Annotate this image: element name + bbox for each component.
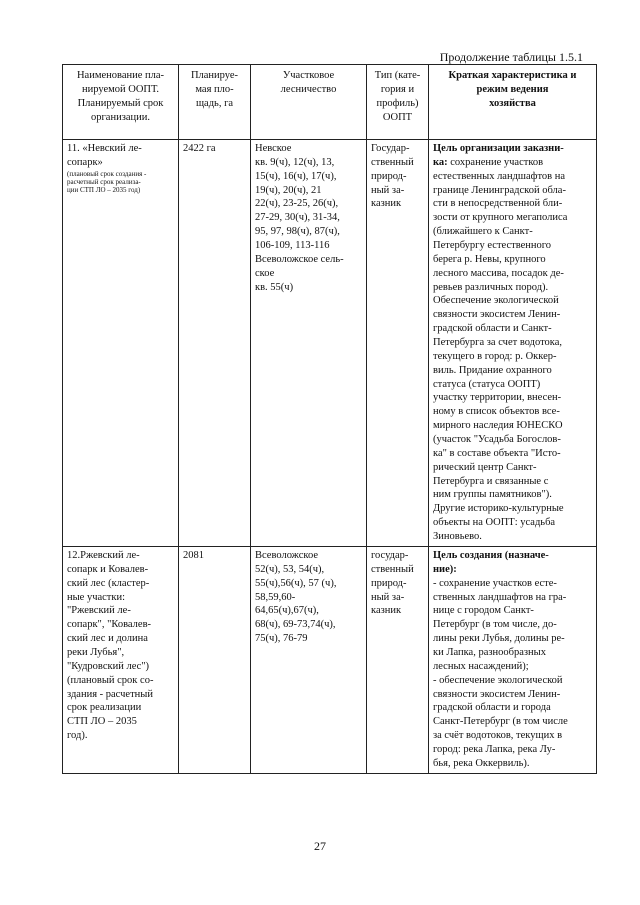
- header-name: Наименование пла- нируемой ООПТ. Планируемый срок организации.: [63, 65, 179, 140]
- row-11-forestry: Невское кв. 9(ч), 12(ч), 13, 15(ч), 16(ч), 17(ч), 19(ч), 20(ч), 21 22(ч), 23-25, 26(ч), 27-29, 30(ч), 31-34, 95, 97, 98(ч), 87(ч), 106-109, 113-116 Всеволожское сель- ское кв. 55(ч): [251, 140, 367, 547]
- oopt-table: [62, 64, 597, 774]
- page-number: 27: [314, 839, 326, 853]
- header-area: Планируе- мая пло- щадь, га: [179, 65, 251, 140]
- header-description: Краткая характеристика и режим ведения хозяйства: [429, 65, 597, 140]
- table-header-row: [63, 65, 597, 140]
- row-12-name: 12.Ржевский ле- сопарк и Ковалев- ский лес (кластер- ные участки: "Ржевский ле- сопарк", "Ковалев- ский лес и долина реки Лубья", "Кудровский лес") (плановый срок со- здания - расчетный срок реализации СТП ЛО – 2035 год).: [63, 546, 179, 773]
- row-12-description: Цель создания (назначе- ние): - сохранение участков есте- ственных ландшафтов на гра- нице с городом Санкт- Петербург (в том числе, до- лины реки Лубья, долины ре- ки Лапка, разнообразных лесных насаждений); - обеспечение экологической связности экосистем Ленин- градской области и города Санкт-Петербург (в том числе за счёт водотоков, текущих в город: река Лапка, река Лу- бья, река Оккервиль).: [429, 546, 597, 773]
- table-row: [63, 546, 597, 773]
- row-12-area: 2081: [179, 546, 251, 773]
- row-11-name: 11. «Невский ле- сопарк» (плановый срок создания - расчетный срок реализа- ции СТП ЛО – 2035 год): [63, 140, 179, 547]
- row-12-forestry: Всеволожское 52(ч), 53, 54(ч), 55(ч),56(ч), 57 (ч), 58,59,60- 64,65(ч),67(ч), 68(ч), 69-73,74(ч), 75(ч), 76-79: [251, 546, 367, 773]
- header-type: Тип (кате- гория и профиль) ООПТ: [367, 65, 429, 140]
- header-forestry: Участковое лесничество: [251, 65, 367, 140]
- row-11-description: Цель организации заказни- ка: сохранение участков естественных ландшафтов на границе Ленинградской обла- сти в непосредственной бли- зости от крупного мегаполиса (ближайшего к Санкт- Петербургу естественного берега р. Невы, крупного лесного массива, посадок де- ревьев различных пород). Обеспечение экологической связности экосистем Ленин- градской области и Санкт- Петербурга за счет водотока, текущего в город: р. Оккер- виль. Придание охранного статуса (статуса ООПТ) участку территории, внесен- ному в список объектов все- мирного наследия ЮНЕСКО (участок "Усадьба Богослов- ка" в составе объекта "Исто- рический центр Санкт- Петербурга и связанные с ним группы памятников"). Другие историко-культурные объекты на ООПТ: усадьба Зиновьево.: [429, 140, 597, 547]
- table-row: [63, 140, 597, 547]
- row-12-type: государ- ственный природ- ный за- казник: [367, 546, 429, 773]
- row-11-type: Государ- ственный природ- ный за- казник: [367, 140, 429, 547]
- row-11-area: 2422 га: [179, 140, 251, 547]
- table-continuation-label: Продолжение таблицы 1.5.1: [439, 50, 583, 64]
- row-11-desc-first-line: ка: сохранение участков: [433, 156, 544, 168]
